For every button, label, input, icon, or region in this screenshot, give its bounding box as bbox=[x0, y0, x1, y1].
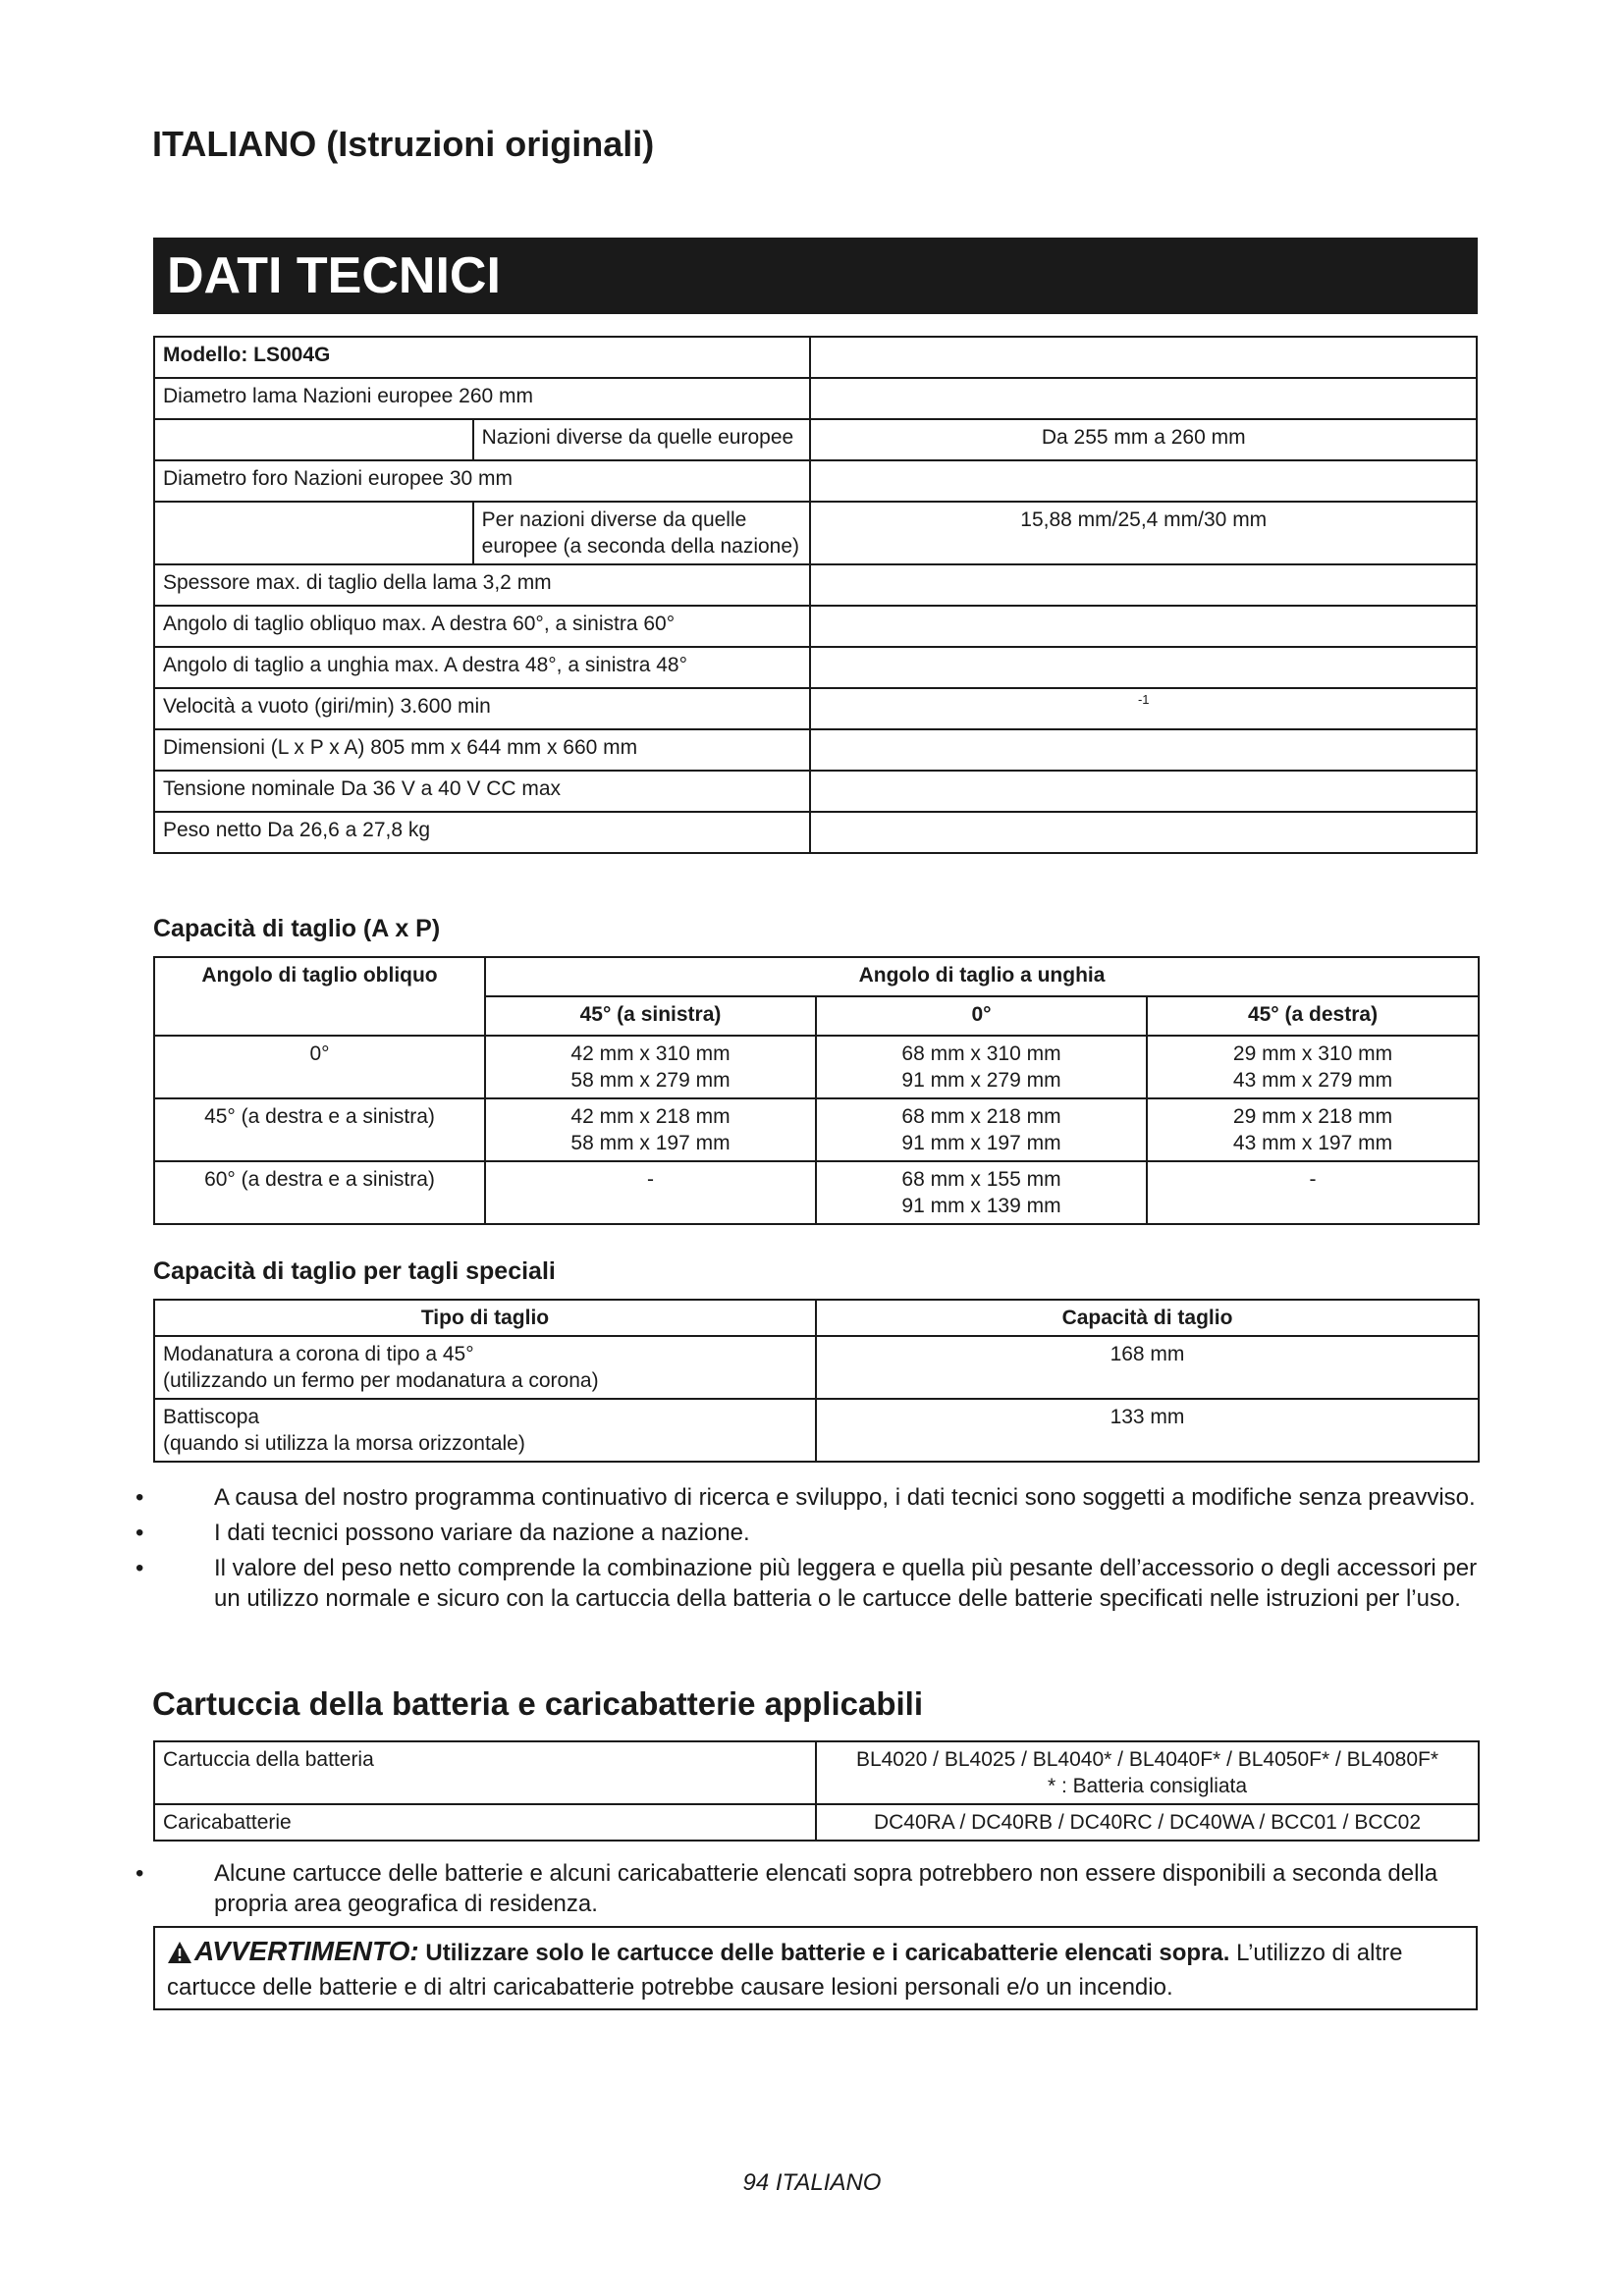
note-text: I dati tecnici possono variare da nazione a nazione. bbox=[214, 1520, 750, 1546]
empty-cell bbox=[810, 378, 1477, 419]
capacity-cell bbox=[485, 1161, 816, 1224]
capacity-value: - bbox=[647, 1168, 654, 1191]
blade-diameter-non-eu-label: Nazioni diverse da quelle europee bbox=[473, 419, 811, 460]
weight-cell: Peso netto Da 26,6 a 27,8 kg bbox=[154, 812, 810, 853]
cut-capacity-cell: 168 mm bbox=[816, 1336, 1479, 1399]
special-cuts-title: Capacità di taglio per tagli speciali bbox=[153, 1257, 556, 1285]
warning-bold-text: Utilizzare solo le cartucce delle batterie e i caricabatterie elencati sopra. bbox=[425, 1940, 1230, 1966]
model-cell: Modello: LS004G bbox=[154, 337, 810, 378]
list-item bbox=[135, 1518, 1481, 1548]
bullet-marker: • bbox=[135, 1555, 144, 1581]
capacity-value: 43 mm x 279 mm bbox=[1232, 1069, 1393, 1092]
cartridge-note: * : Batteria consigliata bbox=[1047, 1775, 1248, 1797]
angle-cell: 0° bbox=[154, 1036, 485, 1098]
list-item bbox=[135, 1482, 1481, 1513]
capacity-value: 68 mm x 310 mm bbox=[901, 1042, 1061, 1065]
table-row bbox=[154, 688, 1477, 729]
list-item bbox=[135, 1553, 1481, 1614]
special-cuts-table bbox=[153, 1299, 1480, 1463]
warning-triangle-icon bbox=[167, 1941, 192, 1972]
table-row bbox=[154, 1161, 1479, 1224]
empty-cell bbox=[154, 502, 473, 564]
cartridge-label: Cartuccia della batteria bbox=[154, 1741, 816, 1804]
table-row bbox=[154, 647, 1477, 688]
bullet-marker: • bbox=[135, 1860, 144, 1887]
cut-type-line: Battiscopa bbox=[163, 1406, 260, 1428]
capacity-value: 91 mm x 139 mm bbox=[901, 1195, 1061, 1217]
table-row bbox=[154, 378, 1477, 419]
notes-list bbox=[135, 1482, 1481, 1619]
battery-notes-list bbox=[135, 1858, 1481, 1924]
warning-text: L’utilizzo di altre cartucce delle batterie e di altri caricabatterie potrebbe causare lesioni personali e/o un incendio. bbox=[167, 1940, 1403, 2001]
bevel-cell: Angolo di taglio obliquo max. A destra 60°, a sinistra 60° bbox=[154, 606, 810, 647]
note-text: Alcune cartucce delle batterie e alcuni caricabatterie elencati sopra potrebbero non essere disponibili a seconda della propria area geografica di residenza. bbox=[214, 1860, 1438, 1917]
miter-header: Angolo di taglio a unghia bbox=[485, 957, 1479, 996]
capacity-value: 42 mm x 218 mm bbox=[570, 1105, 731, 1128]
capacity-value: 58 mm x 279 mm bbox=[570, 1069, 731, 1092]
cartridge-value-cell bbox=[816, 1741, 1479, 1804]
capacity-cell bbox=[816, 1098, 1147, 1161]
battery-table bbox=[153, 1740, 1480, 1842]
table-row bbox=[154, 1741, 1479, 1804]
speed-superscript: -1 bbox=[810, 688, 1477, 729]
angle-cell: 60° (a destra e a sinistra) bbox=[154, 1161, 485, 1224]
blade-diameter-cell: Diametro lama Nazioni europee 260 mm bbox=[154, 378, 810, 419]
capacity-value: 29 mm x 218 mm bbox=[1232, 1105, 1393, 1128]
empty-cell bbox=[810, 771, 1477, 812]
page-footer: 94 ITALIANO bbox=[742, 2169, 882, 2196]
battery-section-title: Cartuccia della batteria e caricabatterie applicabili bbox=[152, 1685, 924, 1722]
table-row bbox=[154, 460, 1477, 502]
table-row bbox=[154, 1098, 1479, 1161]
capacity-value: 68 mm x 155 mm bbox=[901, 1168, 1061, 1191]
table-row bbox=[154, 1300, 1479, 1336]
capacity-value: 91 mm x 197 mm bbox=[901, 1132, 1061, 1154]
empty-cell bbox=[810, 729, 1477, 771]
table-row bbox=[154, 957, 1479, 996]
table-row bbox=[154, 812, 1477, 853]
type-header: Tipo di taglio bbox=[154, 1300, 816, 1336]
table-row bbox=[154, 606, 1477, 647]
kerf-cell: Spessore max. di taglio della lama 3,2 mm bbox=[154, 564, 810, 606]
empty-cell bbox=[810, 460, 1477, 502]
capacity-cell bbox=[816, 1161, 1147, 1224]
table-row bbox=[154, 1399, 1479, 1462]
empty-cell bbox=[810, 564, 1477, 606]
spec-table bbox=[153, 336, 1478, 854]
empty-cell bbox=[810, 647, 1477, 688]
charger-label: Caricabatterie bbox=[154, 1804, 816, 1841]
speed-cell: Velocità a vuoto (giri/min) 3.600 min bbox=[154, 688, 810, 729]
capacity-value: 68 mm x 218 mm bbox=[901, 1105, 1061, 1128]
capacity-cell bbox=[1147, 1098, 1479, 1161]
section-banner: DATI TECNICI bbox=[153, 238, 1478, 314]
cut-type-line: Modanatura a corona di tipo a 45° bbox=[163, 1343, 474, 1365]
charger-value: DC40RA / DC40RB / DC40RC / DC40WA / BCC01 / BCC02 bbox=[816, 1804, 1479, 1841]
empty-cell bbox=[810, 337, 1477, 378]
hole-diameter-non-eu-label: Per nazioni diverse da quelle europee (a seconda della nazione) bbox=[473, 502, 811, 564]
warning-box bbox=[153, 1926, 1478, 2010]
bullet-marker: • bbox=[135, 1484, 144, 1511]
table-row bbox=[154, 1336, 1479, 1399]
cutting-capacity-title: Capacità di taglio (A x P) bbox=[153, 915, 441, 942]
empty-cell bbox=[810, 812, 1477, 853]
empty-cell bbox=[810, 606, 1477, 647]
bullet-marker: • bbox=[135, 1520, 144, 1546]
page-language-title: ITALIANO (Istruzioni originali) bbox=[152, 124, 655, 164]
capacity-value: 42 mm x 310 mm bbox=[570, 1042, 731, 1065]
table-row bbox=[154, 1804, 1479, 1841]
empty-cell bbox=[154, 419, 473, 460]
warning-label: AVVERTIMENTO: bbox=[194, 1936, 419, 1966]
cut-type-line: (quando si utilizza la morsa orizzontale) bbox=[163, 1432, 525, 1455]
capacity-value: 29 mm x 310 mm bbox=[1232, 1042, 1393, 1065]
note-text: A causa del nostro programma continuativo di ricerca e sviluppo, i dati tecnici sono soggetti a modifiche senza preavviso. bbox=[214, 1484, 1476, 1511]
col-left-header: 45° (a sinistra) bbox=[485, 996, 816, 1036]
hole-diameter-cell: Diametro foro Nazioni europee 30 mm bbox=[154, 460, 810, 502]
table-row bbox=[154, 502, 1477, 564]
cut-type-line: (utilizzando un fermo per modanatura a corona) bbox=[163, 1369, 599, 1392]
cartridge-value: BL4020 / BL4025 / BL4040* / BL4040F* / BL4050F* / BL4080F* bbox=[855, 1748, 1439, 1771]
capacity-cell bbox=[1147, 1161, 1479, 1224]
blade-diameter-non-eu-value: Da 255 mm a 260 mm bbox=[810, 419, 1477, 460]
table-row bbox=[154, 771, 1477, 812]
note-text: Il valore del peso netto comprende la combinazione più leggera e quella più pesante dell’accessorio o degli accessori per un utilizzo normale e sicuro con la cartuccia della batteria o le cartucce delle batterie specificati nelle istruzioni per l’uso. bbox=[214, 1555, 1478, 1612]
capacity-cell bbox=[816, 1036, 1147, 1098]
capacity-value: 91 mm x 279 mm bbox=[901, 1069, 1061, 1092]
capacity-value: 58 mm x 197 mm bbox=[570, 1132, 731, 1154]
list-item bbox=[135, 1858, 1481, 1919]
table-row bbox=[154, 1036, 1479, 1098]
col-zero-header: 0° bbox=[816, 996, 1147, 1036]
table-row bbox=[154, 419, 1477, 460]
cut-type-cell bbox=[154, 1399, 816, 1462]
table-row bbox=[154, 564, 1477, 606]
bevel-header: Angolo di taglio obliquo bbox=[154, 957, 485, 1036]
cut-capacity-cell: 133 mm bbox=[816, 1399, 1479, 1462]
capacity-cell bbox=[485, 1036, 816, 1098]
cut-type-cell bbox=[154, 1336, 816, 1399]
voltage-cell: Tensione nominale Da 36 V a 40 V CC max bbox=[154, 771, 810, 812]
dimensions-cell: Dimensioni (L x P x A) 805 mm x 644 mm x 660 mm bbox=[154, 729, 810, 771]
capacity-value: 43 mm x 197 mm bbox=[1232, 1132, 1393, 1154]
capacity-cell bbox=[485, 1098, 816, 1161]
hole-diameter-non-eu-value: 15,88 mm/25,4 mm/30 mm bbox=[810, 502, 1477, 564]
capacity-value: - bbox=[1309, 1168, 1317, 1191]
capacity-header: Capacità di taglio bbox=[816, 1300, 1479, 1336]
capacity-cell bbox=[1147, 1036, 1479, 1098]
col-right-header: 45° (a destra) bbox=[1147, 996, 1479, 1036]
miter-cell: Angolo di taglio a unghia max. A destra 48°, a sinistra 48° bbox=[154, 647, 810, 688]
table-row bbox=[154, 337, 1477, 378]
table-row bbox=[154, 729, 1477, 771]
cutting-capacity-table bbox=[153, 956, 1480, 1225]
angle-cell: 45° (a destra e a sinistra) bbox=[154, 1098, 485, 1161]
